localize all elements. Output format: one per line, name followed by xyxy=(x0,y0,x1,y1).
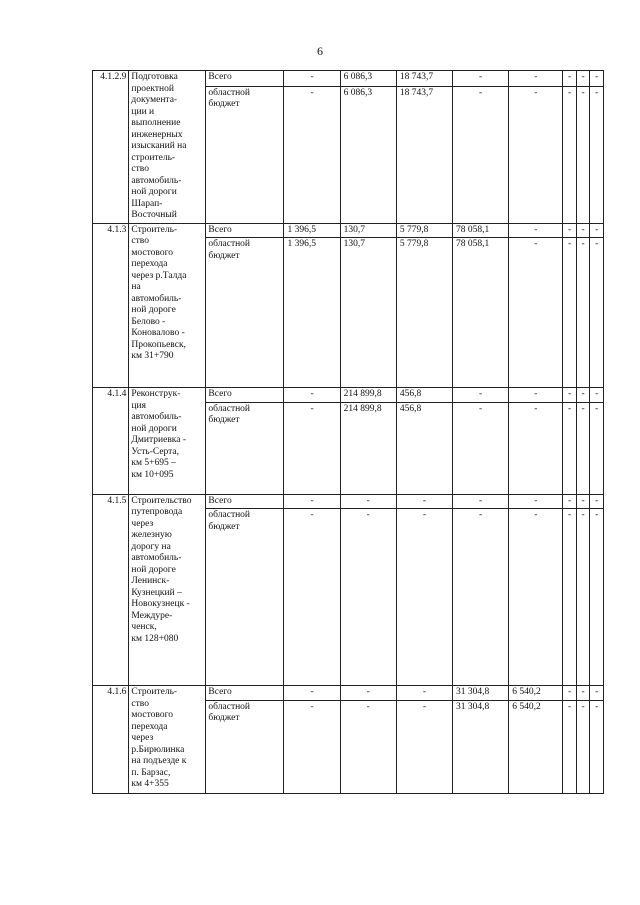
funding-value: 1 396,5 xyxy=(284,223,340,238)
funding-value: 456,8 xyxy=(396,388,452,403)
funding-value: - xyxy=(284,86,340,223)
funding-value: 31 304,8 xyxy=(453,700,509,793)
funding-value: 214 899,8 xyxy=(340,402,396,494)
item-code: 4.1.6 xyxy=(93,686,129,794)
funding-value: - xyxy=(509,388,563,403)
funding-value: 130,7 xyxy=(340,223,396,238)
funding-value: - xyxy=(590,509,604,686)
funding-value: - xyxy=(509,71,563,87)
funding-value: - xyxy=(563,71,577,87)
funding-value: - xyxy=(576,238,590,388)
funding-value: - xyxy=(340,509,396,686)
funding-value: - xyxy=(284,509,340,686)
item-name: Строитель- ство мостового перехода через р.Бирюлинка на подъезде к п. Барзас, км 4+355 xyxy=(129,686,206,794)
funding-value: - xyxy=(563,388,577,403)
item-code: 4.1.3 xyxy=(93,223,129,388)
funding-value: - xyxy=(509,402,563,494)
funding-value: - xyxy=(396,494,452,509)
funding-value: - xyxy=(284,494,340,509)
funding-value: 78 058,1 xyxy=(453,238,509,388)
funding-value: - xyxy=(396,700,452,793)
funding-value: - xyxy=(576,700,590,793)
funding-source: областной бюджет xyxy=(206,86,284,223)
item-code: 4.1.2.9 xyxy=(93,71,129,224)
funding-value: - xyxy=(590,402,604,494)
funding-value: - xyxy=(340,686,396,701)
funding-value: - xyxy=(590,494,604,509)
funding-value: - xyxy=(509,86,563,223)
funding-value: - xyxy=(576,402,590,494)
funding-value: - xyxy=(590,686,604,701)
budget-table xyxy=(92,70,604,794)
item-name: Строитель- ство мостового перехода через р.Талда на автомобиль- ной дороге Белово - Коновалово - Прокопьевск, км 31+790 xyxy=(129,223,206,388)
funding-value: - xyxy=(284,700,340,793)
funding-value: 6 540,2 xyxy=(509,686,563,701)
funding-value: 1 396,5 xyxy=(284,238,340,388)
funding-value: - xyxy=(590,71,604,87)
funding-value: 18 743,7 xyxy=(396,71,452,87)
table-row-total xyxy=(93,686,604,701)
funding-value: - xyxy=(340,494,396,509)
funding-value: - xyxy=(576,509,590,686)
table-row-total xyxy=(93,223,604,238)
funding-value: - xyxy=(590,388,604,403)
funding-source: Всего xyxy=(206,494,284,509)
funding-value: - xyxy=(576,223,590,238)
funding-source: областной бюджет xyxy=(206,238,284,388)
funding-value: - xyxy=(576,86,590,223)
funding-value: - xyxy=(576,494,590,509)
item-name: Реконструк- ция автомобиль- ной дороги Дмитриевка - Усть-Серта, км 5+695 – км 10+095 xyxy=(129,388,206,495)
funding-value: 214 899,8 xyxy=(340,388,396,403)
funding-value: - xyxy=(396,509,452,686)
funding-value: - xyxy=(284,71,340,87)
funding-value: - xyxy=(284,402,340,494)
funding-value: 456,8 xyxy=(396,402,452,494)
funding-value: - xyxy=(453,509,509,686)
funding-value: - xyxy=(576,388,590,403)
funding-value: - xyxy=(340,700,396,793)
funding-value: 5 779,8 xyxy=(396,223,452,238)
funding-value: - xyxy=(576,686,590,701)
funding-value: - xyxy=(509,238,563,388)
funding-source: Всего xyxy=(206,223,284,238)
funding-source: областной бюджет xyxy=(206,700,284,793)
funding-value: - xyxy=(509,223,563,238)
table-row-total xyxy=(93,388,604,403)
funding-value: - xyxy=(590,700,604,793)
funding-value: - xyxy=(284,686,340,701)
funding-value: - xyxy=(509,494,563,509)
funding-value: - xyxy=(590,86,604,223)
funding-value: - xyxy=(453,388,509,403)
funding-value: 6 086,3 xyxy=(340,86,396,223)
funding-value: 31 304,8 xyxy=(453,686,509,701)
funding-value: - xyxy=(563,402,577,494)
funding-value: - xyxy=(563,238,577,388)
funding-source: областной бюджет xyxy=(206,509,284,686)
funding-value: - xyxy=(453,494,509,509)
funding-value: - xyxy=(590,223,604,238)
funding-value: - xyxy=(563,509,577,686)
funding-source: Всего xyxy=(206,388,284,403)
item-name: Строительство путепровода через железную дорогу на автомобиль- ной дороге Ленинск- Кузнецкий – Новокузнецк - Междуре- ченск, км 128+080 xyxy=(129,494,206,686)
funding-value: - xyxy=(453,86,509,223)
funding-value: - xyxy=(590,238,604,388)
item-name: Подготовка проектной документа- ции и выполнение инженерных изысканий на строитель- ство автомобиль- ной дороги Шарап- Восточный xyxy=(129,71,206,224)
funding-value: - xyxy=(563,86,577,223)
funding-value: - xyxy=(563,494,577,509)
funding-value: 6 540,2 xyxy=(509,700,563,793)
funding-value: - xyxy=(284,388,340,403)
funding-value: - xyxy=(453,71,509,87)
funding-value: - xyxy=(509,509,563,686)
funding-value: - xyxy=(576,71,590,87)
budget-table-body xyxy=(93,71,604,794)
funding-value: 78 058,1 xyxy=(453,223,509,238)
funding-value: 5 779,8 xyxy=(396,238,452,388)
funding-source: областной бюджет xyxy=(206,402,284,494)
table-row-total xyxy=(93,494,604,509)
funding-value: - xyxy=(453,402,509,494)
funding-value: 6 086,3 xyxy=(340,71,396,87)
table-row-total xyxy=(93,71,604,87)
funding-value: - xyxy=(396,686,452,701)
funding-value: - xyxy=(563,700,577,793)
funding-value: - xyxy=(563,223,577,238)
funding-value: 130,7 xyxy=(340,238,396,388)
funding-source: Всего xyxy=(206,686,284,701)
funding-value: - xyxy=(563,686,577,701)
funding-value: 18 743,7 xyxy=(396,86,452,223)
item-code: 4.1.4 xyxy=(93,388,129,495)
item-code: 4.1.5 xyxy=(93,494,129,686)
page-number: 6 xyxy=(317,44,323,58)
funding-source: Всего xyxy=(206,71,284,87)
